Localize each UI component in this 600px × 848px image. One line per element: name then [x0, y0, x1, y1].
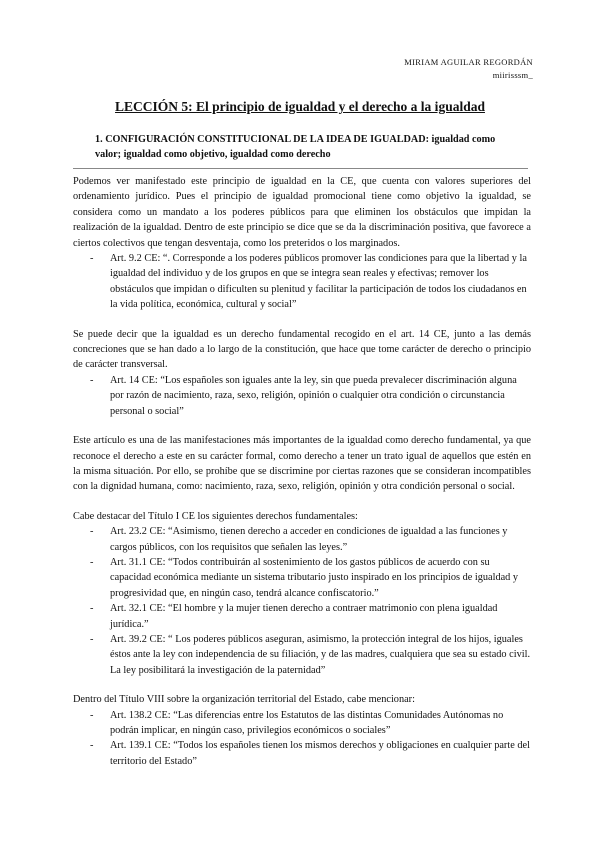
- lesson-title: LECCIÓN 5: El principio de igualdad y el derecho a la igualdad: [115, 99, 485, 114]
- quote-item: [73, 373, 531, 419]
- quote-list: [73, 373, 531, 419]
- quote-item: [73, 738, 531, 769]
- quote-text: Art. 139.1 CE: “Todos los españoles tienen los mismos derechos y obligaciones en cualquier parte del territorio del Estado”: [110, 740, 530, 767]
- quote-text: Art. 32.1 CE: “El hombre y la mujer tienen derecho a contraer matrimonio con plena igualdad jurídica.”: [110, 603, 498, 630]
- bullet-dash: -: [90, 603, 94, 615]
- section-divider: [73, 168, 528, 169]
- bullet-dash: -: [90, 374, 94, 386]
- quote-text: Art. 9.2 CE: “. Corresponde a los poderes públicos promover las condiciones para que la libertad y la igualdad del individuo y de los grupos en que se integra sean reales y efectivas; remover los obstáculos que impidan o dificulten su plenitud y facilitar la participación de todos los ciudadanos en la vida política, económica, cultural y social”: [110, 253, 527, 311]
- author-name: MIRIAM AGUILAR REGORDÁN: [404, 57, 533, 67]
- quote-text: Art. 138.2 CE: “Las diferencias entre los Estatutos de las distintas Comunidades Autónomas no podrán implicar, en ningún caso, privilegios económicos o sociales”: [110, 709, 504, 736]
- quote-list: [73, 708, 531, 770]
- bullet-dash: -: [90, 526, 94, 538]
- quote-item: [73, 251, 531, 313]
- quote-item: [73, 708, 531, 739]
- document-body: [73, 174, 531, 769]
- paragraph-4: Cabe destacar del Título I CE los siguientes derechos fundamentales:: [73, 510, 358, 522]
- quote-text: Art. 23.2 CE: “Asimismo, tienen derecho a acceder en condiciones de igualdad a las funciones y cargos públicos, con los requisitos que señalen las leyes.”: [110, 526, 508, 553]
- section-heading: 1. CONFIGURACIÓN CONSTITUCIONAL DE LA IDEA DE IGUALDAD: igualdad como valor; igualdad como objetivo, igualdad como derecho: [95, 134, 496, 160]
- bullet-dash: -: [90, 556, 94, 568]
- paragraph-5: Dentro del Título VIII sobre la organización territorial del Estado, cabe mencionar:: [73, 694, 415, 706]
- bullet-dash: -: [90, 740, 94, 752]
- author-handle: miirisssm_: [492, 70, 533, 80]
- paragraph-3: Este artículo es una de las manifestaciones más importantes de la igualdad como derecho fundamental, ya que reconoce el derecho a este en su carácter formal, como derecho a tener un trato igual de aquellos que estén en la misma situación. Por ello, se prohíbe que se discrimine por ciertas razones que se consideran incompatibles con la dignidad humana, como: nacimiento, raza, sexo, religión, opinión y otra condición personal o social.: [73, 435, 531, 493]
- quote-list: [73, 524, 531, 678]
- bullet-dash: -: [90, 253, 94, 265]
- bullet-dash: -: [90, 709, 94, 721]
- header-author-block: [404, 56, 533, 82]
- quote-text: Art. 39.2 CE: “ Los poderes públicos aseguran, asimismo, la protección integral de los hijos, iguales éstos ante la ley con independencia de su filiación, y de las madres, cualquiera que sea su estado civil. La ley posibilitará la investigación de la paternidad”: [110, 633, 531, 676]
- quote-text: Art. 31.1 CE: “Todos contribuirán al sostenimiento de los gastos públicos de acuerdo con su capacidad económica mediante un sistema tributario justo inspirado en los principios de igualdad y progresividad que, en ningún caso, tendrá alcance confiscatorio.”: [110, 556, 519, 599]
- paragraph-1: Podemos ver manifestado este principio de igualdad en la CE, que cuenta con valores superiores del ordenamiento jurídico. Pues el principio de igualdad promocional tiene como objetivo la igualdad, se considera como un mandato a los poderes públicos para que eliminen los obstáculos que impidan la realización de la igualdad. Dentro de este principio se dice que se da la discriminación positiva, que favorece a ciertos colectivos que tengan desventaja, como los preteridos o los marginados.: [73, 176, 531, 249]
- quote-text: Art. 14 CE: “Los españoles son iguales ante la ley, sin que pueda prevalecer discriminación alguna por razón de nacimiento, raza, sexo, religión, opinión o cualquier otra condición o circunstancia personal o social”: [110, 374, 517, 417]
- quote-item: [73, 632, 531, 678]
- quote-item: [73, 555, 531, 601]
- bullet-dash: -: [90, 633, 94, 645]
- quote-item: [73, 524, 531, 555]
- quote-item: [73, 601, 531, 632]
- paragraph-2: Se puede decir que la igualdad es un derecho fundamental recogido en el art. 14 CE, junto a las demás concreciones que se han dado a lo largo de la constitución, que hace que tome carácter de derecho o principio de carácter transversal.: [73, 328, 531, 371]
- quote-list: [73, 251, 531, 313]
